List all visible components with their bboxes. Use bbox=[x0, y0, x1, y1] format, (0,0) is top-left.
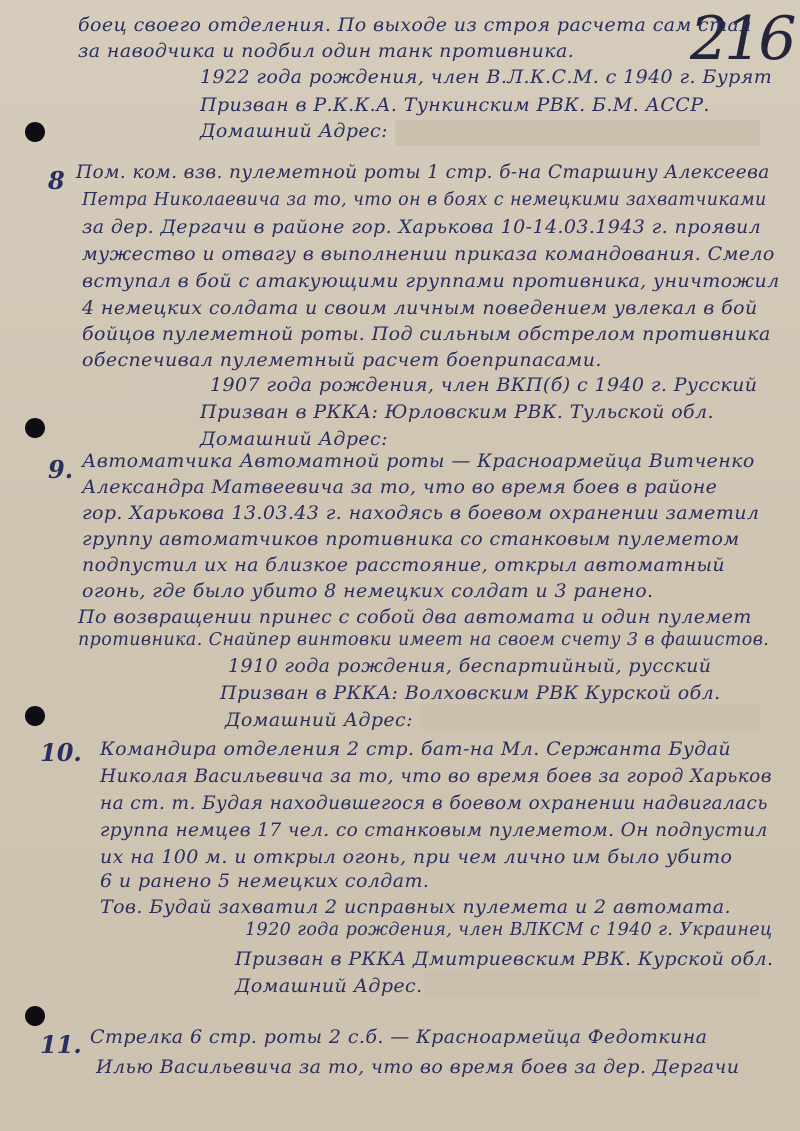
text-line: 4 немецких солдата и своим личным поведением увлекал в бой bbox=[82, 297, 758, 319]
redacted-address bbox=[395, 120, 760, 146]
text-line: Призван в РККА: Волховским РВК Курской обл. bbox=[220, 682, 721, 704]
text-line: 1910 года рождения, беспартийный, русский bbox=[228, 655, 712, 677]
address-label: Домашний Адрес: bbox=[225, 709, 413, 731]
entry-number: 9. bbox=[48, 455, 74, 484]
text-line: Призван в РККА Дмитриевским РВК. Курской обл. bbox=[235, 948, 774, 970]
text-line: Пом. ком. взв. пулеметной роты 1 стр. б-на Старшину Алексеева bbox=[76, 162, 770, 183]
text-line: Автоматчика Автоматной роты — Красноармейца Витченко bbox=[82, 450, 755, 472]
text-line: 1920 года рождения, член ВЛКСМ с 1940 г. Украинец bbox=[245, 920, 773, 940]
text-line: 1907 года рождения, член ВКП(б) с 1940 г. Русский bbox=[210, 374, 758, 396]
address-label: Домашний Адрес: bbox=[200, 120, 388, 142]
text-line: бойцов пулеметной роты. Под сильным обстрелом противника bbox=[82, 323, 771, 345]
text-line: Петра Николаевича за то, что он в боях с немецкими захватчиками bbox=[82, 190, 767, 210]
text-line: огонь, где было убито 8 немецких солдат и 3 ранено. bbox=[82, 580, 654, 602]
text-line: Призван в РККА: Юрловским РВК. Тульской обл. bbox=[200, 401, 714, 423]
text-line: за дер. Дергачи в районе гор. Харькова 10-14.03.1943 г. проявил bbox=[82, 216, 762, 238]
text-line: Александра Матвеевича за то, что во время боев в районе bbox=[82, 476, 718, 498]
address-label: Домашний Адрес: bbox=[200, 428, 388, 450]
text-line: обеспечивал пулеметный расчет боеприпасами. bbox=[82, 349, 602, 371]
redacted-address bbox=[420, 704, 760, 730]
entry-number: 8 bbox=[48, 166, 65, 195]
text-line: боец своего отделения. По выходе из строя расчета сам стал bbox=[78, 14, 752, 36]
text-line: Николая Васильевича за то, что во время боев за город Харьков bbox=[100, 766, 772, 787]
text-line: за наводчика и подбил один танк противника. bbox=[78, 40, 575, 62]
text-line: их на 100 м. и открыл огонь, при чем лично им было убито bbox=[100, 846, 733, 868]
text-line: Илью Васильевича за то, что во время боев за дер. Дергачи bbox=[96, 1056, 740, 1078]
text-line: Командира отделения 2 стр. бат-на Мл. Сержанта Будай bbox=[100, 738, 732, 760]
punch-hole bbox=[25, 418, 45, 438]
text-line: подпустил их на близкое расстояние, открыл автоматный bbox=[82, 554, 726, 576]
punch-hole bbox=[25, 1006, 45, 1026]
redacted-address bbox=[425, 970, 760, 998]
text-line: Стрелка 6 стр. роты 2 с.б. — Красноармейца Федоткина bbox=[90, 1026, 708, 1048]
text-line: на ст. т. Будая находившегося в боевом охранении надвигалась bbox=[100, 793, 768, 814]
entry-number: 10. bbox=[40, 738, 82, 767]
entry-number: 11. bbox=[40, 1030, 82, 1059]
text-line: группа немцев 17 чел. со станковым пулеметом. Он подпустил bbox=[100, 820, 768, 841]
text-line: вступал в бой с атакующими группами противника, уничтожил bbox=[82, 270, 780, 292]
text-line: 1922 года рождения, член В.Л.К.С.М. с 1940 г. Бурят bbox=[200, 66, 773, 88]
address-label: Домашний Адрес. bbox=[235, 975, 423, 997]
archive-page-number: 216 bbox=[690, 4, 793, 74]
text-line: группу автоматчиков противника со станковым пулеметом bbox=[82, 528, 740, 550]
text-line: гор. Харькова 13.03.43 г. находясь в боевом охранении заметил bbox=[82, 502, 760, 524]
text-line: По возвращении принес с собой два автомата и один пулемет bbox=[78, 606, 752, 628]
text-line: Призван в Р.К.К.А. Тункинским РВК. Б.М. АССР. bbox=[200, 94, 710, 116]
punch-hole bbox=[25, 706, 45, 726]
text-line: противника. Снайпер винтовки имеет на своем счету 3 в фашистов. bbox=[78, 630, 770, 650]
text-line: мужество и отвагу в выполнении приказа командования. Смело bbox=[82, 243, 775, 265]
text-line: 6 и ранено 5 немецких солдат. bbox=[100, 870, 430, 892]
punch-hole bbox=[25, 122, 45, 142]
text-line: Тов. Будай захватил 2 исправных пулемета и 2 автомата. bbox=[100, 896, 731, 918]
